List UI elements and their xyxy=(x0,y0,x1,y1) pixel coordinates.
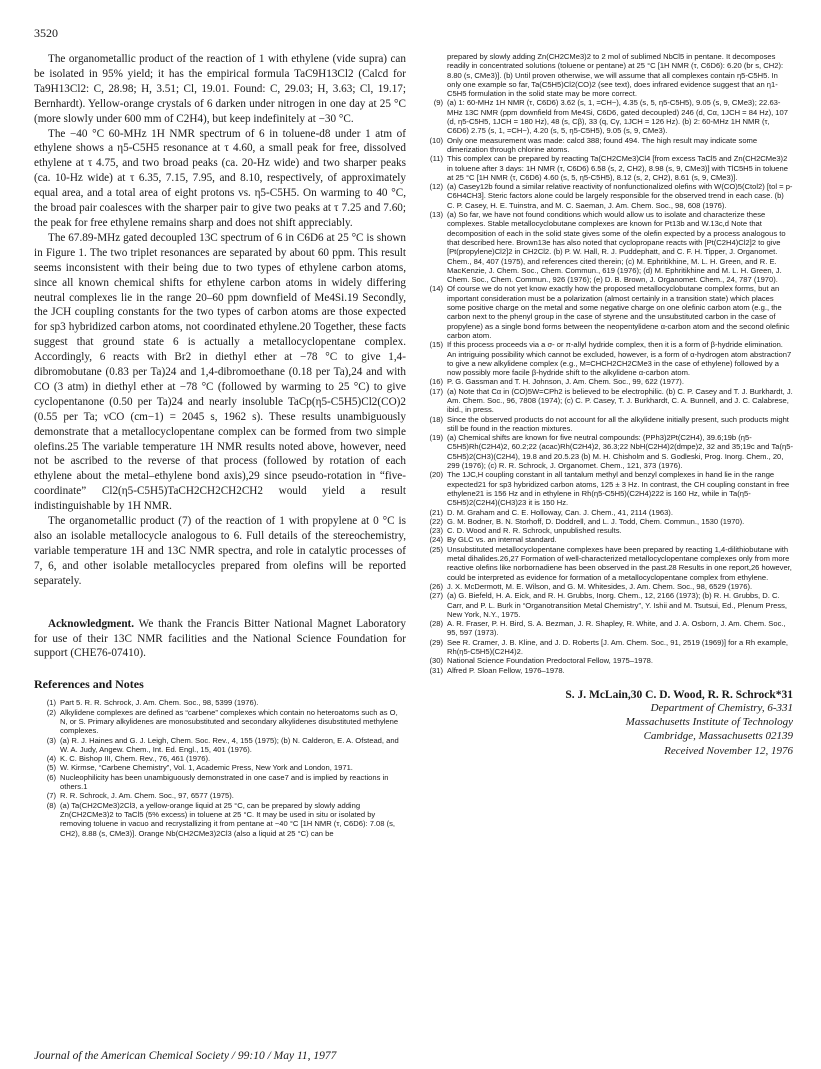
reference-text: (a) Note that Cα in (CO)5W=CPh2 is believed to be electrophilic. (b) C. P. Casey and T. J. Burkhardt, J. Am. Chem. Soc., 96, 7808 (1974); (c) C. P. Casey, T. J. Burkhardt, C. A. Bunnell, and J. C. Calabrese, ibid., in press. xyxy=(447,386,793,415)
reference-item xyxy=(421,154,793,182)
reference-number: (28) xyxy=(429,619,443,629)
reference-item xyxy=(34,763,406,772)
reference-number: (6) xyxy=(46,772,56,782)
reference-item xyxy=(421,526,793,535)
reference-text: J. X. McDermott, M. E. Wilson, and G. M. Whitesides, J. Am. Chem. Soc., 98, 6529 (1976). xyxy=(447,581,753,591)
reference-item xyxy=(421,98,793,135)
acknowledgment-text: We thank the Francis Bitter National Magnet Laboratory for use of their 13C NMR facilities and the National Science Foundation for support (CHE76-07410). xyxy=(34,617,406,660)
left-column xyxy=(34,52,406,838)
reference-item xyxy=(421,508,793,517)
reference-text: G. M. Bodner, B. N. Storhoff, D. Doddrell, and L. J. Todd, Chem. Commun., 1530 (1970). xyxy=(447,516,745,526)
reference-text: Unsubstituted metallocyclopentane complexes have been prepared by reacting 1,4-dilithiobutane with metal dihalides.26,27 Formation of well-characterized metallocyclopentane complexes only from more reactive olefins like norbornadiene has been observed in the past.28 Results in one report,26 however, could be interpreted as evidence for formation of a metallocyclopentane complex from ethylene. xyxy=(447,544,792,582)
reference-item xyxy=(421,433,793,470)
reference-item xyxy=(34,708,406,736)
reference-number: (30) xyxy=(429,656,443,666)
reference-item xyxy=(421,545,793,582)
reference-number: (5) xyxy=(46,763,56,773)
reference-text: R. R. Schrock, J. Am. Chem. Soc., 97, 6577 (1975). xyxy=(60,791,234,801)
reference-number: (26) xyxy=(429,581,443,591)
reference-item xyxy=(34,736,406,755)
reference-item xyxy=(34,773,406,792)
reference-text: Of course we do not yet know exactly how the proposed metallocyclobutane complex forms, but an important consideration must be a polarization (almost certainly in a transition state) which places some positive charge on the metal and some negative charge on one olefinic carbon atom (e.g., the carbon next to the phenyl group in the case of styrene and the unsubstituted carbon in the case of propylene) as a single bond forms between the neopentylidene α-carbon atom and the second olefinic carbon atom. xyxy=(447,284,790,340)
reference-number: (3) xyxy=(46,735,56,745)
authors: S. J. McLain,30 C. D. Wood, R. R. Schrock*31 xyxy=(565,688,793,701)
reference-text: National Science Foundation Predoctoral Fellow, 1975–1978. xyxy=(447,656,654,666)
reference-text: Since the observed products do not account for all the alkylidene initially present, such products might still be found in the reaction mixtures. xyxy=(447,414,789,433)
reference-number: (21) xyxy=(429,507,443,517)
body-paragraph: The organometallic product of the reaction of 1 with ethylene (vide supra) can be isolated in 95% yield; it has the empirical formula TaC9H13Cl2 (Calcd for Ta9H13Cl2: C, 28.98; H, 3.51; Cl, 19.01. Found: C, 29.03; H, 3.63; Cl, 19.17; Bernhardt). Yellow-orange crystals of 6 darken under nitrogen in one day at 25 °C (more slowly under 600 mm of C2H4), but keep indefinitely at −30 °C. xyxy=(34,53,406,125)
reference-text: Nucleophilicity has been unambiguously demonstrated in one case7 and is implied by reactions in others.1 xyxy=(60,772,389,792)
reference-number: (11) xyxy=(430,154,443,164)
reference-text: If this process proceeds via a σ- or π-allyl hydride complex, then it is a form of β-hydride elimination. An intriguing possibility which cannot be excluded, however, is a form of α-hydrogen atom abstraction7 to give a new alkylidene complex (e.g., M=CHCH2CH2CMe3 in the case of ethylene) followed by a now possibly more facile β-hydride shift to the alkylidene α-carbon atom. xyxy=(447,340,792,378)
reference-item xyxy=(421,517,793,526)
reference-number: (13) xyxy=(429,210,443,220)
reference-number: (18) xyxy=(429,414,443,424)
received-date: Received November 12, 1976 xyxy=(664,744,793,757)
body-paragraph: The −40 °C 60-MHz 1H NMR spectrum of 6 in toluene-d8 under 1 atm of ethylene shows a η5-C5H5 resonance at τ 4.60, a small peak for free, dissolved ethylene at τ 4.75, and two broad peaks (ca. 20-Hz wide) and two sharper peaks (ca. 10-Hz wide) at τ 6.35, 7.15, 7.95, and 8.10, respectively, of approximately equal area, and a total area of eight protons vs. η5-C5H5. On warming to 40 °C, the broad pair coalesces with the sharper pair to give two peaks at τ 7.25 and 7.60; the peak for free ethylene remains sharp and does not shift appreciably. xyxy=(34,127,406,229)
reference-item xyxy=(421,535,793,544)
reference-number: (17) xyxy=(429,386,443,396)
reference-item xyxy=(421,387,793,415)
reference-text: (a) 1: 60-MHz 1H NMR (τ, C6D6) 3.62 (s, 1, =CH−), 4.35 (s, 5, η5-C5H5), 9.05 (s, 9, CMe3); 22.63-MHz 13C NMR (ppm downfield from Me4Si, C6D6, gated decoupled) 246 (d, Cα, 1JCH = 84 Hz), 107 (d, η5-C5H5, 1JCH = 180 Hz), 48 (s, Cβ), 33 (q, Cγ, 1JCH = 126 Hz). (b) 2: 60-MHz 1H NMR (τ, C6D6) 2.75 (s, 1, =CH−), 4.20 (s, 5, η5-C5H5), 9.05 (s, 9, CMe3). xyxy=(447,98,788,136)
reference-text: (a) R. J. Haines and G. J. Leigh, Chem. Soc. Rev., 4, 155 (1975); (b) N. Calderon, E. A. Ofstead, and W. A. Judy, Angew. Chem., Int. Ed. Engl., 15, 401 (1976). xyxy=(60,735,399,754)
reference-item xyxy=(421,638,793,657)
reference-item xyxy=(421,619,793,638)
reference-text: P. G. Gassman and T. H. Johnson, J. Am. Chem. Soc., 99, 622 (1977). xyxy=(447,377,684,387)
reference-number: (24) xyxy=(429,535,443,545)
reference-item xyxy=(421,340,793,377)
reference-continuation: prepared by slowly adding Zn(CH2CMe3)2 to 2 mol of sublimed NbCl5 in pentane. It decomposes readily in concentrated solutions (toluene or pentane) at 25 °C [1H NMR (τ, C6D6): 6.20 (br s, CH2): 8.80 (s, CMe3)]. (b) Until proven otherwise, we will assume that all complexes contain η5-C5H5. In only one example so far, Ta(C5H5)Cl2(CO)2 (see text), does infrared evidence suggest that an η1-C5H5 formulation in the solid state may be more correct. xyxy=(447,52,784,99)
references-list xyxy=(34,698,406,837)
reference-number: (4) xyxy=(46,754,56,764)
reference-text: By GLC vs. an internal standard. xyxy=(447,535,557,545)
reference-item xyxy=(421,591,793,619)
reference-text: See R. Cramer, J. B. Kline, and J. D. Roberts [J. Am. Chem. Soc., 91, 2519 (1969)] for a Rh example, Rh(η5-C5H5)(C2H4)2. xyxy=(447,637,789,656)
reference-text: (a) Casey12b found a similar relative reactivity of nonfunctionalized olefins with W(CO)5(Ctol2) [tol = p-C6H4CH3]. Steric factors alone could be largely responsible for the observed trend in each case. (b) C. P. Casey, H. E. Tuinstra, and M. C. Saeman, J. Am. Chem. Soc., 98, 608 (1976). xyxy=(447,182,793,210)
reference-number: (27) xyxy=(429,591,443,601)
reference-number: (29) xyxy=(429,637,443,647)
reference-text: Only one measurement was made: calcd 388; found 494. The high result may indicate some dimerization through chlorine atoms. xyxy=(447,135,758,154)
reference-text: K. C. Bishop III, Chem. Rev., 76, 461 (1976). xyxy=(60,754,211,764)
reference-text: Part 5. R. R. Schrock, J. Am. Chem. Soc., 98, 5399 (1976). xyxy=(60,698,259,708)
page-number: 3520 xyxy=(34,26,58,40)
reference-item xyxy=(421,656,793,665)
reference-number: (2) xyxy=(46,707,56,717)
reference-item xyxy=(421,470,793,507)
reference-item xyxy=(34,754,406,763)
reference-number: (7) xyxy=(46,791,56,801)
reference-number: (8) xyxy=(46,800,56,810)
reference-item xyxy=(421,136,793,155)
reference-item xyxy=(421,666,793,675)
acknowledgment-heading: Acknowledgment. xyxy=(48,617,135,630)
affiliation-line: Cambridge, Massachusetts 02139 xyxy=(643,729,793,742)
right-column xyxy=(421,52,793,757)
reference-number: (16) xyxy=(429,377,443,387)
reference-text: (a) So far, we have not found conditions which would allow us to isolate and characterize these complexes. Stable metallocyclobutane complexes are known for Pt13b and W.13c,d Note that decomposition of each in the solid state gives some of the olefin expected by a process analogous to that described here. Brown13e has also noted that cyclopropane reacts with [Pt(C2H4)Cl2]2 to give [Pt(propylene)Cl2]2 in CH2Cl2. (b) P. W. Hall, R. J. Puddephatt, and C. F. H. Tipper, J. Organomet. Chem., 84, 407 (1975), and references cited therein; (c) M. Ephritikhine, M. L. H. Green, and R. E. MacKenzie, J. Chem. Soc., Chem. Commun., 619 (1976); (d) M. Ephritikhine and M. L. H. Green, J. Chem. Soc., Chem. Commun., 926 (1976); (e) D. B. Brown, J. Organomet. Chem., 24, 787 (1970). xyxy=(447,210,786,285)
reference-number: (25) xyxy=(429,544,443,554)
reference-number: (23) xyxy=(429,526,443,536)
reference-text: A. R. Fraser, P. H. Bird, S. A. Bezman, J. R. Shapley, R. White, and J. A. Osborn, J. Am. Chem. Soc., 95, 597 (1973). xyxy=(447,619,786,638)
reference-text: The 1JC,H coupling constant in all tantalum methyl and benzyl complexes in hand lie in the range expected21 for sp3 hybridized carbon atoms, 125 ± 3 Hz. In contrast, the CH coupling constant in free ethylene21 is 156 Hz and in ethylene in Rh(η5-C5H5)(C2H4)222 is 160 Hz, while in Ta(η5-C5H5)2(C2H4)(CH3)23 it is 150 Hz. xyxy=(447,470,790,508)
affiliation-line: Massachusetts Institute of Technology xyxy=(625,715,793,728)
reference-item xyxy=(421,210,793,284)
body-paragraph: The organometallic product (7) of the reaction of 1 with propylene at 0 °C is also an isolable metallocycle analogous to 6. Full details of the stereochemistry, variable temperature 1H and 13C NMR spectra, and role in catalytic processes of 7, 6, and other isolable metallocycles prepared from olefins will be reported separately. xyxy=(34,515,406,587)
reference-number: (9) xyxy=(433,98,443,108)
reference-text: (a) Ta(CH2CMe3)2Cl3, a yellow-orange liquid at 25 °C, can be prepared by slowly adding Zn(CH2CMe3)2 to TaCl5 (5% excess) in toluene at 25 °C. It may be used in situ or isolated by removing toluene in vacuo and recrystallizing it from pentane at −40 °C [1H NMR (τ, C6D6): 7.08 (s, CH2), 8.88 (s, CMe3)]. Orange Nb(CH2CMe3)2Cl3 (also a liquid at 25 °C) can be xyxy=(60,800,396,838)
reference-text: D. M. Graham and C. E. Holloway, Can. J. Chem., 41, 2114 (1963). xyxy=(447,507,673,517)
reference-item xyxy=(421,377,793,386)
reference-number: (10) xyxy=(429,135,443,145)
affiliation-line: Department of Chemistry, 6-331 xyxy=(650,701,793,714)
reference-number: (12) xyxy=(429,182,443,192)
body-paragraph: The 67.89-MHz gated decoupled 13C spectrum of 6 in C6D6 at 25 °C is shown in Figure 1. The two triplet resonances are separated by about 60 ppm. This result seems inconsistent with their being due to two types of ethylene carbon atoms, since all known chemical shifts for ethylene carbon atoms in widely differing neutral complexes lie in the range 20–60 ppm downfield of Me4Si.19 Secondly, the JCH coupling constants for the two types of carbon atoms are those expected for sp3 hybridized carbon atoms, not coordinated ethylene.20 Together, these facts suggest that ground state 6 is actually a metallocyclopentane complex. Accordingly, 6 reacts with Br2 in diethyl ether at −78 °C to give 1,4-dibromobutane (0.83 per Ta)24 and 1,4-dibromoethane (0.18 per Ta),24 and with CO (3 atm) in diethyl ether at −78 °C (followed by warming to 25 °C) to give cyclopentanone (0.50 per Ta)24 and nearly insoluble TaCp(η5-C5H5)Cl2(CO)2 (0.55 per Ta; νCO (cm−1) = 2045 s, 1962 s). These results unambiguously demonstrate that a metallocyclopentane complex can be formed from two simple olefins.25 The variable temperature 1H NMR results noted above, however, need not be ascribed to the reverse of that process (followed by rotation of each ethylene about the metal–ethylene bond axis),29 since pseudo-rotation in “five-coordinate” Cl2(η5-C5H5)TaCH2CH2CH2CH2 would yield a result indistinguishable by 1H NMR. xyxy=(34,231,406,513)
reference-item xyxy=(421,284,793,340)
references-heading: References and Notes xyxy=(34,677,144,692)
journal-footer: Journal of the American Chemical Society / 99:10 / May 11, 1977 xyxy=(34,1050,337,1062)
reference-item xyxy=(34,791,406,800)
reference-item xyxy=(34,698,406,707)
reference-item xyxy=(421,182,793,210)
reference-text: This complex can be prepared by reacting Ta(CH2CMe3)Cl4 [from excess TaCl5 and Zn(CH2CMe3)2 in toluene after 3 days: 1H NMR (τ, C6D6) 6.58 (s, 2, CH2), 8.98 (s, 9, CMe3)] with TlC5H5 in toluene at 25 °C [1H NMR (τ, C6D6) 4.60 (s, 5, η5-C5H5), 8.12 (s, 2, CH2), 8.61 (s, 9, CMe3)]. xyxy=(447,154,788,182)
reference-number: (22) xyxy=(429,516,443,526)
reference-text: Alkylidene complexes are defined as “carbene” complexes which contain no heteroatoms such as O, N, or S. Primary alkylidenes are monosubstituted and secondary alkylidenes disubstituted methylene complexes. xyxy=(60,707,399,736)
reference-number: (31) xyxy=(429,665,443,675)
reference-number: (14) xyxy=(429,284,443,294)
acknowledgment xyxy=(34,617,406,662)
reference-number: (15) xyxy=(429,340,443,350)
reference-text: W. Kirmse, “Carbene Chemistry”, Vol. 1, Academic Press, New York and London, 1971. xyxy=(60,763,353,773)
reference-number: (20) xyxy=(429,470,443,480)
reference-text: (a) Chemical shifts are known for five neutral compounds: (PPh3)2Pt(C2H4), 39.6;19b (η5-C5H5)Rh(C2H4)2, 60.2;22 (acac)Rh(C2H4)2, 36.3;22 NbH(C2H4)2(dmpe)2, 32 and 35;19c and Ta(η5-C5H5)2(CH3)(C2H4), 19.8 and 20.5.23 (b) M. H. Chisholm and S. Godleski, Prog. Inorg. Chem., 20, 299 (1976); (c) R. R. Schrock, J. Organomet. Chem., 121, 373 (1976). xyxy=(447,433,793,471)
references-list xyxy=(421,98,793,674)
reference-item xyxy=(421,582,793,591)
reference-text: Alfred P. Sloan Fellow, 1976–1978. xyxy=(447,665,565,675)
reference-item xyxy=(34,801,406,838)
reference-item xyxy=(421,415,793,434)
reference-number: (19) xyxy=(429,433,443,443)
reference-text: C. D. Wood and R. R. Schrock, unpublished results. xyxy=(447,526,622,536)
reference-number: (1) xyxy=(46,698,56,708)
reference-text: (a) G. Biefeld, H. A. Eick, and R. H. Grubbs, Inorg. Chem., 12, 2166 (1973); (b) R. H. Grubbs, D. C. Carr, and P. L. Burk in “Organotransition Metal Chemistry”, Y. Ishii and M. Tsutsui, Ed., Plenum Press, New York, N.Y., 1975. xyxy=(447,591,788,619)
